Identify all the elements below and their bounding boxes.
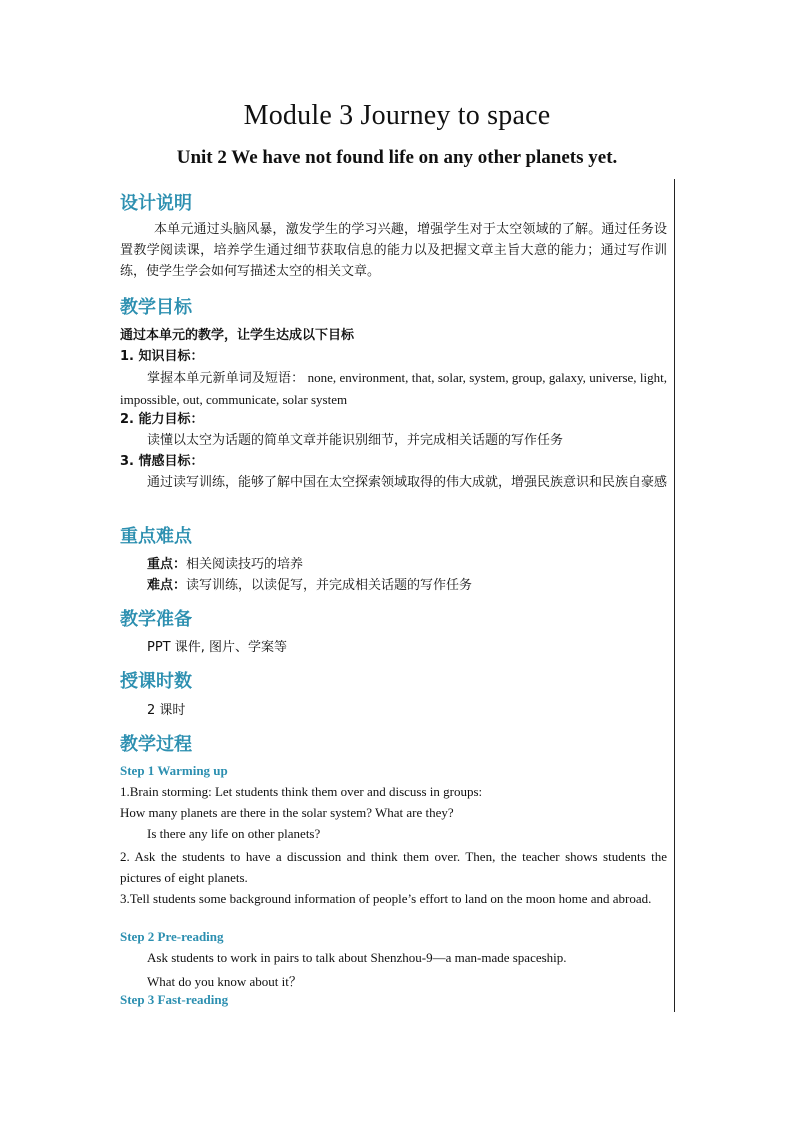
page-subtitle: Unit 2 We have not found life on any other planets yet. [176,147,618,168]
margin-rule [674,179,675,1012]
step2-line: Ask students to work in pairs to talk about Shenzhou-9—a man-made spaceship. [147,950,567,965]
section-heading-goals: 教学目标 [120,297,192,318]
step1-title: Step 1 Warming up [120,763,228,778]
section-heading-hours: 授课时数 [120,671,192,692]
ability-goal-label: 2. 能力目标： [120,412,204,427]
key-point-text: 相关阅读技巧的培养 [186,557,304,572]
goals-intro: 通过本单元的教学，让学生达成以下目标 [120,328,355,343]
difficult-point-line [147,575,472,596]
step2-title: Step 2 Pre-reading [120,929,224,944]
key-point-label: 重点： [147,557,187,572]
section-heading-key-points: 重点难点 [120,526,192,547]
emotion-goal-text: 通过读写训练，能够了解中国在太空探索领域取得的伟大成就，增强民族意识和民族自豪感 [147,475,668,490]
page-title: Module 3 Journey to space [243,100,551,131]
step3-title: Step 3 Fast-reading [120,992,229,1007]
knowledge-goal-label: 1. 知识目标： [120,349,204,364]
knowledge-goal-words: none, environment, that, solar, system, group, galaxy, universe, light, impossible, out, communicate, solar system [120,370,667,407]
step1-line: 1.Brain storming: Let students think them over and discuss in groups: [120,784,483,799]
step1-paragraph: 2. Ask the students to have a discussion and think them over. Then, the teacher shows students the pictures of eight planets. [120,849,667,885]
hours-text: 2 课时 [147,703,186,718]
key-point-line [147,554,303,575]
design-paragraph: 本单元通过头脑风暴，激发学生的学习兴趣，增强学生对于太空领域的了解。通过任务设置教学阅读课，培养学生通过细节获取信息的能力以及把握文章主旨大意的能力；通过写作训练，使学生学会如何写描述太空的相关文章。 [120,222,667,279]
preparation-text: PPT 课件, 图片、学案等 [147,640,288,655]
section-heading-preparation: 教学准备 [120,609,192,630]
emotion-goal-label: 3. 情感目标： [120,454,204,469]
step1-paragraph: 3.Tell students some background information of people’s effort to land on the moon home and abroad. [120,891,652,906]
difficult-point-label: 难点： [147,578,187,593]
ability-goal-text: 读懂以太空为话题的简单文章并能识别细节，并完成相关话题的写作任务 [147,433,564,448]
section-heading-process: 教学过程 [120,734,192,755]
section-heading-design: 设计说明 [120,193,192,214]
knowledge-goal-text [120,367,667,411]
step2-line: What do you know about it？ [147,974,302,989]
step1-line: How many planets are there in the solar system? What are they? [120,805,454,820]
knowledge-goal-text-cn: 掌握本单元新单词及短语： [147,371,305,386]
step1-line: Is there any life on other planets? [147,826,321,841]
difficult-point-text: 读写训练，以读促写，并完成相关话题的写作任务 [186,578,473,593]
